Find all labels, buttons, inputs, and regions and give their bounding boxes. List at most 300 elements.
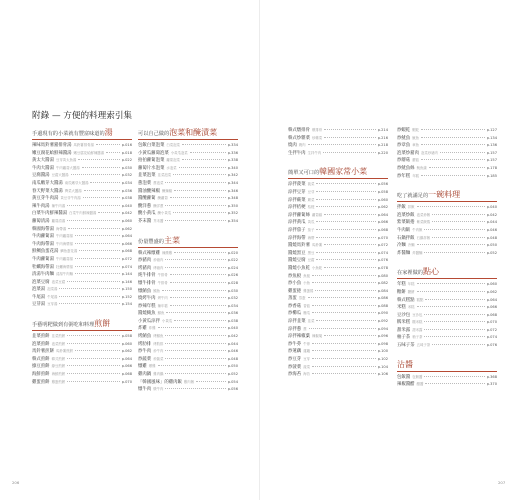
entry-page: p.032 [227, 296, 238, 301]
entry-korean-name: 醋醬 [416, 382, 424, 387]
entry-page: p.064 [121, 234, 132, 239]
entry-korean-name: 蘿蔔泡菜 [166, 158, 180, 163]
leader-dots [182, 144, 226, 145]
entry-korean-name: 鯖魚 [157, 311, 165, 316]
index-entry [288, 364, 388, 372]
entry-name: 生拌牛肉 [288, 150, 306, 156]
entry-name: 韓式辣燉雞 [138, 250, 160, 256]
entry-name: 清湯牛肉麵 [32, 272, 54, 278]
entry-name: 豆沙包 [397, 312, 411, 318]
entry-korean-name: 蘿蔔清湯 [51, 218, 66, 223]
entry-name: 燉鯖魚 [138, 288, 152, 294]
entry-name: 芥末醬 [138, 218, 152, 224]
leader-dots [174, 252, 226, 253]
index-entry [32, 157, 132, 165]
entry-korean-name: 炒豬肉 [153, 258, 164, 263]
entry-korean-name: 糯米糕 [412, 320, 423, 325]
entry-page: p.068 [121, 372, 132, 377]
entry-name: 雞蛋捲 [288, 288, 302, 294]
leader-dots [417, 291, 485, 292]
entry-name: 烤肋排 [138, 341, 152, 347]
entry-page: p.336 [227, 150, 238, 155]
entry-korean-name: 牛肉蘿蔔湯 [55, 256, 73, 261]
leader-dots [165, 350, 225, 351]
entry-page: p.016 [121, 143, 132, 147]
entry-name: 韓式炒雜菜 [288, 135, 310, 141]
leader-dots [190, 152, 226, 153]
entry-page: p.370 [486, 382, 497, 387]
entry-name: 牛肉蘿蔔湯 [32, 256, 54, 262]
index-entry [138, 295, 238, 303]
leader-dots [424, 376, 484, 377]
entry-korean-name: 蘿蔔絲 [311, 212, 323, 217]
entry-name: 炒豬肉 [138, 258, 152, 264]
leader-dots [424, 321, 484, 322]
leader-dots [425, 299, 484, 300]
index-entry [288, 235, 388, 243]
leader-dots [71, 174, 120, 175]
entry-name: 醃小黃瓜 [138, 211, 156, 217]
entry-name: 炒牛蒡 [288, 341, 302, 347]
section-gap [397, 180, 497, 189]
index-entry [32, 271, 132, 279]
entry-korean-name: 香菇 [303, 303, 310, 308]
entry-korean-name: 海鮮煎餅 [51, 372, 66, 377]
index-entry [138, 257, 238, 265]
index-entry [138, 356, 238, 364]
entry-name: 拍拍蘿蔔泡菜 [138, 158, 165, 164]
index-entry [288, 371, 388, 379]
section-title-prefix: 手藝明粑做到有粥吃和料理 [32, 322, 95, 329]
entry-name: 炒蔬菜 [138, 356, 152, 362]
section-title [397, 359, 497, 370]
index-entry [138, 333, 238, 341]
entry-korean-name: 牛肉蘿蔔湯 [55, 234, 73, 239]
index-entry [288, 250, 388, 258]
entry-page: p.040 [121, 203, 132, 208]
entry-page: p.098 [377, 341, 388, 346]
leader-dots [165, 220, 225, 221]
leader-dots [421, 129, 485, 130]
leader-dots [421, 144, 485, 145]
entry-page: p.086 [377, 296, 388, 301]
entry-name: 涼拌菠菜 [288, 182, 306, 188]
section-title-highlight: 點心 [422, 267, 439, 277]
entry-name: 燉雞 [138, 364, 147, 370]
index-column-1 [32, 127, 132, 386]
entry-page: p.218 [377, 143, 388, 148]
leader-dots [84, 190, 120, 191]
entry-name: 牛尾湯 [32, 294, 46, 300]
entry-page: p.076 [486, 343, 497, 348]
leader-dots [417, 283, 485, 284]
index-entry [288, 197, 388, 205]
entry-korean-name: 辣牛肉湯 [51, 203, 66, 208]
entry-name: 涼拌韭菜 [288, 319, 306, 325]
index-entry [397, 212, 497, 220]
index-entry [288, 341, 388, 349]
entry-name: 炒櫛瓜 [288, 311, 302, 317]
entry-page: p.066 [121, 364, 132, 369]
leader-dots [440, 152, 485, 153]
index-entry [138, 250, 238, 258]
entry-page: p.066 [486, 305, 497, 310]
entry-page: p.062 [377, 205, 388, 210]
entry-korean-name: 烤牛肉 [157, 296, 168, 301]
index-entry [288, 356, 388, 364]
index-entry [397, 235, 497, 243]
leader-dots [429, 167, 485, 168]
leader-dots [75, 273, 120, 274]
index-entry [32, 210, 132, 218]
index-entry [397, 219, 497, 227]
entry-korean-name: 海帶湯 [55, 226, 67, 231]
section-title-prefix: 份量豐盛的 [138, 238, 164, 245]
leader-dots [432, 344, 485, 345]
index-entry [32, 195, 132, 203]
index-entry [138, 363, 238, 371]
index-entry [397, 289, 497, 297]
leader-dots [432, 214, 485, 215]
leader-dots [67, 373, 120, 374]
index-entry [32, 226, 132, 234]
entry-page: p.054 [227, 379, 238, 384]
section-rule [138, 139, 238, 140]
index-entry [397, 173, 497, 181]
entry-korean-name: 烤豬肉 [153, 265, 164, 270]
entry-name: 炒小魚 [288, 281, 302, 287]
entry-name: 炒牛肉 [138, 349, 152, 355]
entry-page: p.070 [486, 320, 497, 325]
entry-name: 炒鱿魚絲 [397, 165, 415, 171]
page-number-right: 207 [498, 480, 506, 485]
entry-name: 涼拌桔梗 [288, 205, 306, 211]
entry-name: 南瓜嫩芽大醬湯 [32, 180, 63, 186]
entry-korean-name: 章魚 [412, 143, 419, 148]
entry-korean-name: 豆沙包 [412, 312, 423, 317]
entry-name: 韓式煎餅 [32, 356, 50, 362]
entry-korean-name: 馬鈴薯煎餅 [55, 349, 73, 354]
entry-page: p.072 [377, 243, 388, 248]
index-entry [32, 142, 132, 150]
index-entry [138, 218, 238, 226]
entry-name: 包飯白菜泡菜 [138, 143, 165, 148]
entry-korean-name: 醃蘿蔔 [157, 196, 168, 201]
index-entry [32, 248, 132, 256]
entry-page: p.348 [227, 196, 238, 201]
section-title-prefix: 在家裡做的 [397, 270, 423, 277]
entry-korean-name: 清湯牛肉麵 [55, 272, 73, 277]
entry-name: 黃太大醬湯 [32, 158, 54, 164]
entry-name: 米糕 [397, 305, 406, 311]
leader-dots [417, 206, 485, 207]
entry-korean-name: 牛尾湯 [47, 294, 58, 299]
leader-dots [315, 290, 375, 291]
index-entry [138, 180, 238, 188]
entry-page: p.052 [486, 250, 497, 255]
leader-dots [316, 252, 375, 253]
entry-page: p.066 [121, 241, 132, 246]
leader-dots [432, 221, 485, 222]
entry-korean-name: 拌飯 [407, 205, 415, 210]
entry-page: p.134 [486, 135, 497, 140]
leader-dots [309, 328, 376, 329]
index-entry [397, 150, 497, 158]
index-entry [288, 142, 388, 150]
leader-dots [424, 336, 484, 337]
section-title-highlight: 湯 [104, 128, 113, 137]
entry-korean-name: 黑豆 [307, 250, 315, 255]
index-entry [32, 294, 132, 302]
entry-name: 韭菜煎餅 [32, 334, 50, 340]
entry-page: p.102 [377, 357, 388, 362]
entry-name: 鮮鯛魚蛋花湯 [32, 249, 59, 255]
entry-korean-name: 菠菜 [307, 182, 315, 187]
leader-dots [316, 199, 375, 200]
entry-name: 醬油醃辣椒 [138, 188, 160, 194]
leader-dots [67, 281, 120, 282]
index-entry [397, 165, 497, 173]
leader-dots [324, 244, 376, 245]
leader-dots [308, 144, 376, 145]
entry-page: p.152 [121, 294, 132, 299]
entry-name: 炒蓮藕 [288, 349, 302, 355]
leader-dots [421, 175, 485, 176]
entry-page: p.064 [486, 297, 497, 302]
leader-dots [75, 350, 120, 351]
index-entry [32, 379, 132, 387]
index-entry [32, 150, 132, 158]
entry-korean-name: 炸醬麵 [412, 250, 423, 255]
entry-page: p.090 [377, 311, 388, 316]
leader-dots [59, 296, 119, 297]
entry-korean-name: 石鍋拌飯 [416, 235, 431, 240]
entry-korean-name: 水泡菜 [166, 165, 177, 170]
entry-korean-name: 白菜泡菜 [166, 143, 180, 147]
index-entry [288, 318, 388, 326]
entry-korean-name: 魷魚 [412, 135, 419, 140]
leader-dots [173, 174, 226, 175]
leader-dots [98, 212, 119, 213]
entry-name: 涼拌海帶 [288, 235, 306, 241]
section-gap [397, 257, 497, 266]
index-entry [288, 333, 388, 341]
leader-dots [165, 343, 225, 344]
entry-name: 炒海苔 [288, 372, 302, 378]
entry-page: p.060 [121, 341, 132, 346]
section-rule [288, 178, 388, 179]
entry-name: 醬燒豆腐 [288, 258, 306, 264]
entry-korean-name: 韭菜煎餅 [51, 334, 66, 339]
index-entry [397, 127, 497, 135]
entry-korean-name: 牛肉蘿蔔大醬湯 [55, 165, 80, 170]
leader-dots [173, 212, 226, 213]
index-entry [138, 318, 238, 326]
entry-page: p.052 [227, 372, 238, 377]
entry-korean-name: 鯛魚蛋花湯 [60, 249, 78, 254]
entry-name: 蔥泡菜 [138, 180, 152, 186]
entry-page: p.050 [486, 243, 497, 248]
entry-name: 醃洋蔥 [138, 203, 152, 209]
entry-name: 炒香菇 [288, 303, 302, 309]
index-entry [32, 241, 132, 249]
leader-dots [312, 282, 376, 283]
entry-page: p.042 [227, 334, 238, 339]
index-entry [32, 301, 132, 309]
entry-page: p.070 [121, 379, 132, 384]
entry-page: p.060 [486, 282, 497, 287]
entry-name: 韓式燉排骨 [288, 128, 310, 133]
index-entry [138, 371, 238, 379]
entry-page: p.078 [377, 265, 388, 270]
index-entry [138, 157, 238, 165]
index-entry [138, 303, 238, 311]
entry-korean-name: 牛排骨 [157, 280, 168, 285]
entry-page: p.046 [486, 227, 497, 232]
entry-name: 綠豆煎餅 [32, 364, 50, 370]
leader-dots [323, 152, 376, 153]
entry-page: p.084 [377, 288, 388, 293]
entry-korean-name: 綠豆煎餅 [51, 364, 66, 369]
index-entry [138, 386, 238, 394]
entry-page: p.040 [227, 326, 238, 331]
leader-dots [417, 306, 485, 307]
entry-korean-name: 嫩豆腐花蛤鮮辣醬湯 [73, 150, 105, 155]
entry-page: p.146 [121, 279, 132, 284]
leader-dots [312, 358, 376, 359]
leader-dots [78, 159, 119, 160]
entry-page: p.068 [486, 312, 497, 317]
entry-name: 辣椒醬醋 [397, 382, 415, 388]
index-entry [288, 135, 388, 143]
section-title [138, 235, 238, 246]
index-entry [138, 195, 238, 203]
index-entry [138, 280, 238, 288]
entry-name: 醬燒鯖魚 [138, 311, 156, 317]
leader-dots [75, 243, 120, 244]
leader-dots [316, 259, 375, 260]
entry-page: p.068 [377, 227, 388, 232]
section-rule [397, 278, 497, 279]
entry-page: p.034 [227, 303, 238, 308]
entry-name: 馬鈴薯煎餅 [32, 349, 54, 355]
entry-page: p.030 [121, 165, 132, 170]
section-title-highlight: 沾醬 [397, 359, 413, 369]
index-entry [397, 312, 497, 320]
entry-page: p.032 [121, 173, 132, 178]
index-column-2 [138, 127, 238, 394]
entry-name: 豆腐醬湯 [32, 173, 50, 179]
entry-name: 糖餅 [397, 289, 406, 295]
entry-page: p.072 [486, 327, 497, 332]
entry-page: p.050 [227, 364, 238, 369]
leader-dots [316, 206, 375, 207]
leader-dots [424, 329, 484, 330]
entry-name: 醬燒黑豆 [288, 250, 306, 256]
index-entry [397, 374, 497, 382]
entry-name: 柚子茶 [397, 335, 411, 341]
appendix-title: 附錄 — 方便的料理索引集 [32, 111, 133, 121]
entry-page: p.036 [121, 188, 132, 193]
leader-dots [324, 137, 376, 138]
entry-korean-name: 牛肉海帶湯 [55, 241, 73, 246]
entry-korean-name: 醃辣椒 [161, 188, 173, 193]
entry-korean-name: 燉牛肉 [153, 387, 164, 392]
entry-page: p.178 [486, 165, 497, 170]
index-entry [288, 310, 388, 318]
section-rule [397, 371, 497, 372]
leader-dots [59, 303, 119, 304]
entry-name: 炒年糕 [397, 173, 411, 179]
leader-dots [316, 221, 375, 222]
index-entry [138, 288, 238, 296]
entry-name: 雞肉鍋 [138, 372, 152, 378]
index-entry [32, 264, 132, 272]
leader-dots [96, 144, 120, 145]
section-gap [397, 350, 497, 359]
leader-dots [165, 373, 225, 374]
entry-page: p.022 [227, 258, 238, 263]
entry-page: p.024 [227, 265, 238, 270]
entry-korean-name: 小魚 [303, 281, 310, 286]
index-entry [138, 172, 238, 180]
leader-dots [316, 183, 375, 184]
leader-dots [170, 282, 226, 283]
entry-korean-name: 牡蠣海帶湯 [55, 264, 73, 269]
entry-korean-name: 桔梗 [307, 205, 315, 210]
entry-korean-name: 韓式煎餅 [51, 356, 66, 361]
index-entry [288, 348, 388, 356]
index-entry [397, 157, 497, 165]
entry-page: p.068 [121, 249, 132, 254]
section-title-highlight: 泡菜和醃漬菜 [169, 128, 218, 137]
entry-korean-name: 燉雞 [148, 364, 156, 369]
entry-name: 牛肉大醬湯 [32, 165, 54, 171]
entry-page: p.346 [227, 188, 238, 193]
leader-dots [82, 167, 120, 168]
entry-name: 炖牛排骨 [138, 273, 156, 279]
section-title [138, 127, 238, 138]
entry-page: p.214 [377, 128, 388, 132]
entry-page: p.058 [121, 334, 132, 339]
entry-page: p.070 [377, 235, 388, 240]
entry-page: p.066 [377, 220, 388, 225]
entry-name: 炒菠菜 [288, 364, 302, 370]
entry-name: 冷麵 [397, 243, 406, 249]
leader-dots [90, 182, 119, 183]
index-entry [138, 348, 238, 356]
entry-korean-name: 甜米露 [412, 327, 423, 332]
index-entry [138, 379, 238, 387]
entry-page: p.074 [121, 264, 132, 269]
index-entry [397, 281, 497, 289]
section-title-highlight: 韓國家常小菜 [319, 167, 368, 177]
index-entry [397, 342, 497, 350]
section-rule [32, 330, 132, 331]
entry-korean-name: 包飯醬 [412, 374, 423, 379]
entry-name: 醬燒馬鈴薯 [288, 243, 310, 249]
section-title-highlight: 主菜 [163, 235, 180, 245]
entry-page: p.136 [486, 143, 497, 148]
entry-page: p.026 [227, 273, 238, 278]
leader-dots [165, 335, 225, 336]
index-entry [32, 233, 132, 241]
leader-dots [165, 205, 225, 206]
leader-dots [316, 237, 375, 238]
index-entry [288, 227, 388, 235]
entry-page: p.344 [227, 180, 238, 185]
entry-korean-name: 雞肉鍋 [153, 372, 164, 377]
